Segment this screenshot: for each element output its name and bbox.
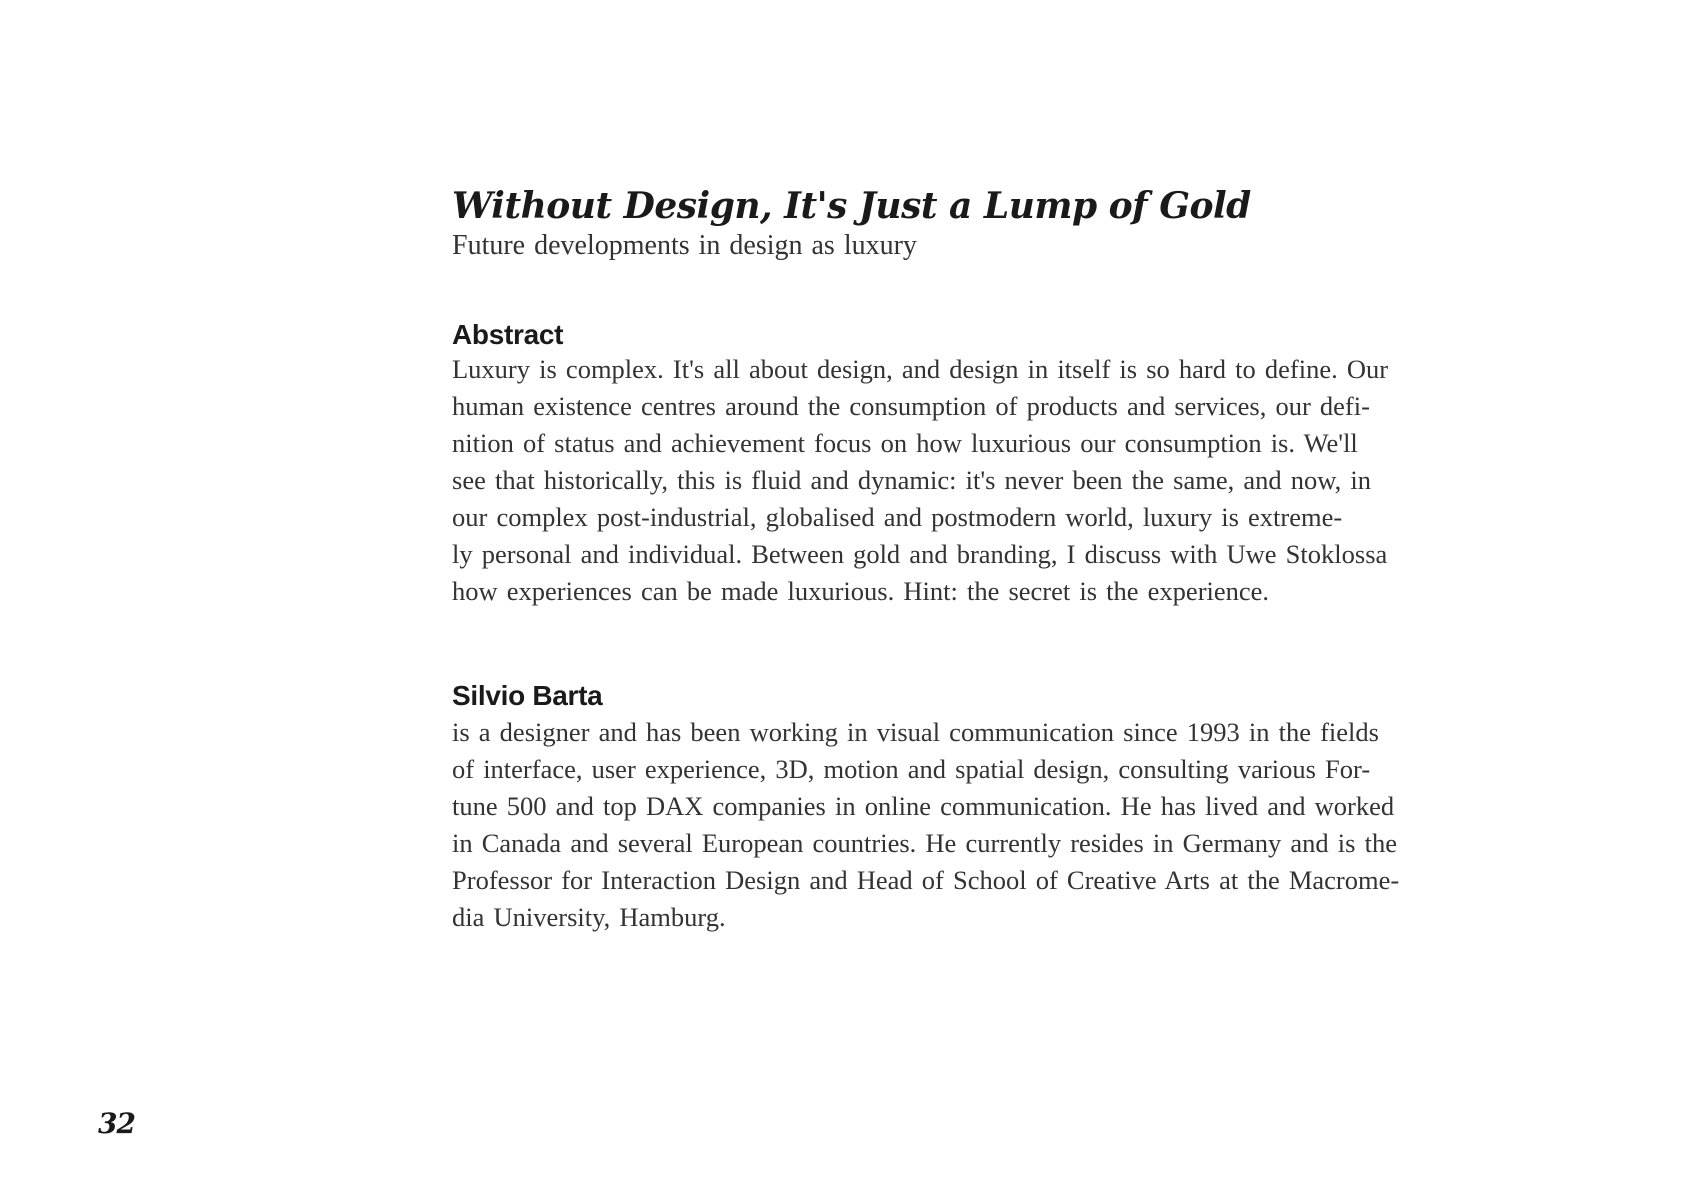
page-title: Without Design, It's Just a Lump of Gold	[452, 185, 1251, 227]
abstract-heading: Abstract	[452, 319, 564, 350]
text-line: see that historically, this is fluid and dynamic: it's never been the same, and now, in	[452, 465, 1372, 495]
text-line: how experiences can be made luxurious. Hint: the secret is the experience.	[452, 576, 1270, 606]
text-line: Professor for Interaction Design and Head of School of Creative Arts at the Macrome-	[452, 865, 1400, 895]
text-line: in Canada and several European countries. He currently resides in Germany and is the	[452, 828, 1397, 858]
author-heading: Silvio Barta	[452, 680, 603, 711]
text-line: nition of status and achievement focus on how luxurious our consumption is. We'll	[452, 428, 1358, 458]
text-line: is a designer and has been working in visual communication since 1993 in the fields	[452, 717, 1379, 747]
text-line: tune 500 and top DAX companies in online communication. He has lived and worked	[452, 791, 1395, 821]
author-bio-paragraph	[452, 714, 1587, 936]
text-line: ly personal and individual. Between gold and branding, I discuss with Uwe Stoklossa	[452, 539, 1388, 569]
page-subtitle: Future developments in design as luxury	[452, 230, 917, 261]
text-line: of interface, user experience, 3D, motion and spatial design, consulting various For-	[452, 754, 1371, 784]
text-line: human existence centres around the consumption of products and services, our defi-	[452, 391, 1370, 421]
abstract-paragraph	[452, 351, 1587, 610]
text-line: Luxury is complex. It's all about design, and design in itself is so hard to define. Our	[452, 354, 1389, 384]
text-line: our complex post-industrial, globalised and postmodern world, luxury is extreme-	[452, 502, 1343, 532]
text-line: dia University, Hamburg.	[452, 902, 726, 932]
page-number: 32	[98, 1107, 135, 1140]
